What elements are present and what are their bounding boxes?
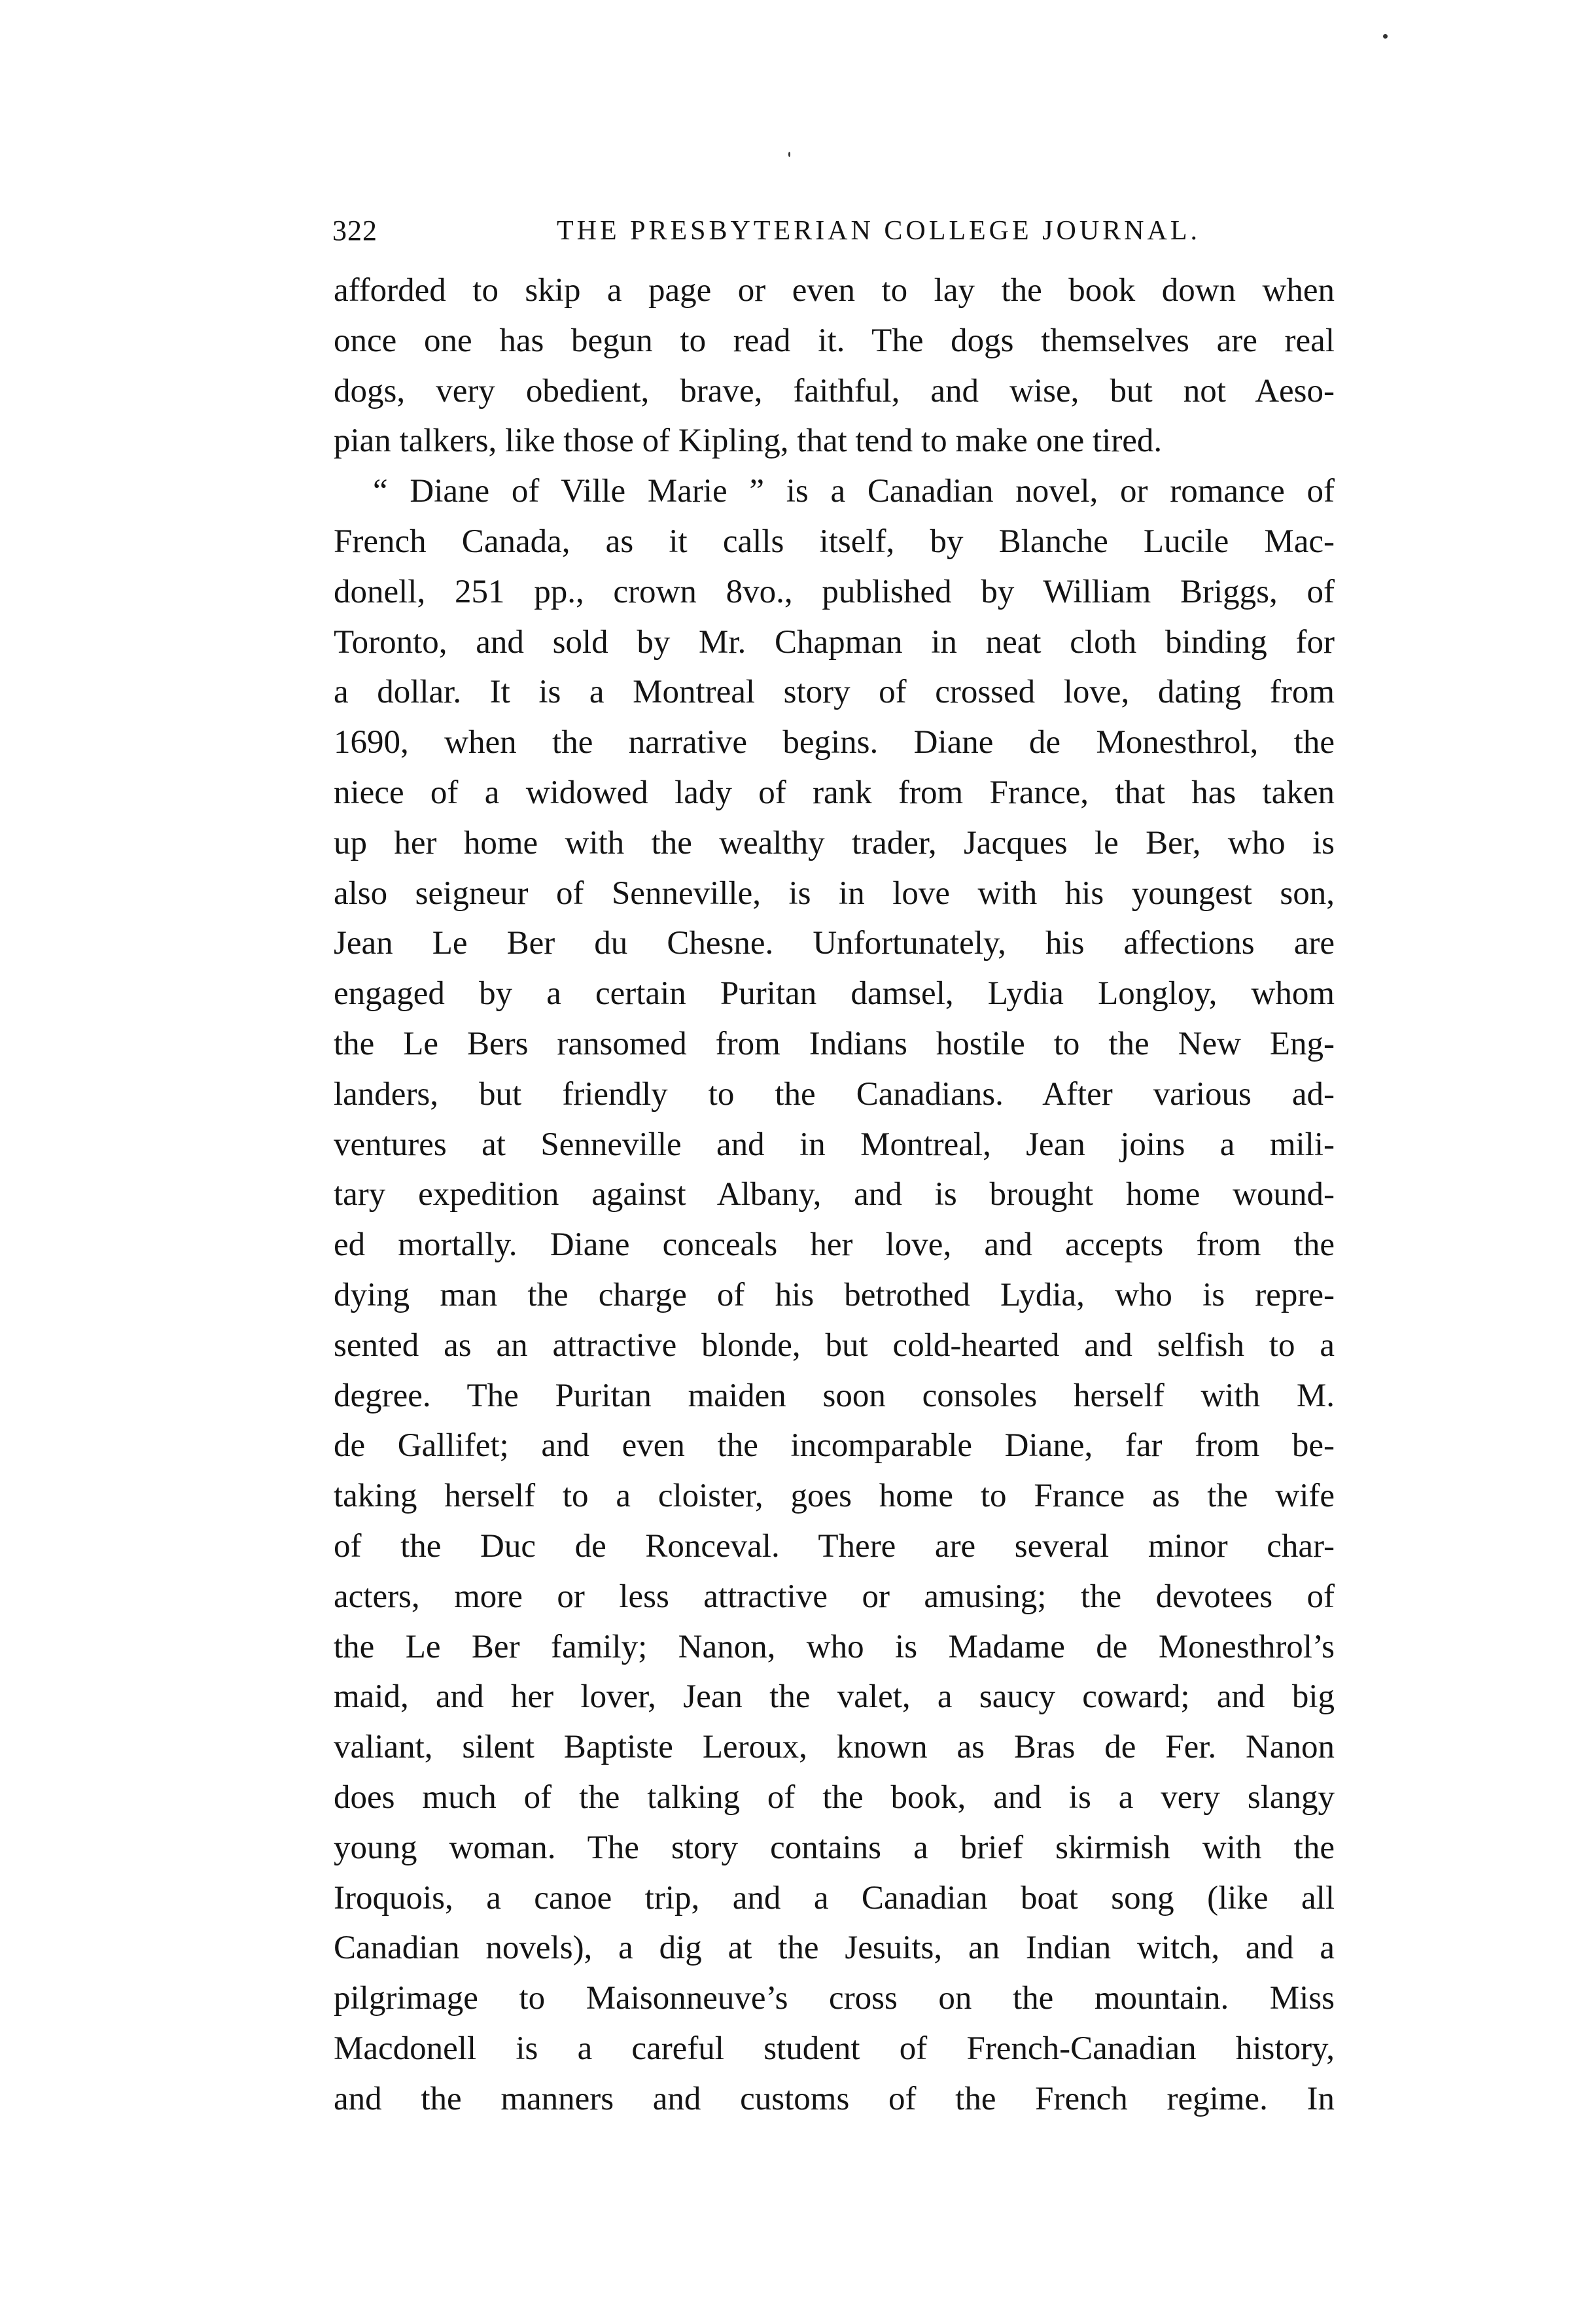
text-line: Iroquois, a canoe trip, and a Canadian boat song (like all: [334, 1879, 1335, 1916]
text-line: sented as an attractive blonde, but cold-hearted and selfish to a: [334, 1327, 1335, 1364]
text-line: ed mortally. Diane conceals her love, and accepts from the: [334, 1226, 1335, 1264]
text-line: young woman. The story contains a brief skirmish with the: [334, 1829, 1335, 1866]
text-line: maid, and her lover, Jean the valet, a saucy coward; and big: [334, 1678, 1335, 1716]
journal-title: THE PRESBYTERIAN COLLEGE JOURNAL.: [557, 216, 1201, 246]
page-number: 322: [332, 215, 377, 247]
text-line: pilgrimage to Maisonneuve’s cross on the mountain. Miss: [334, 1980, 1335, 2017]
text-line: Toronto, and sold by Mr. Chapman in neat cloth binding for: [334, 623, 1335, 661]
text-line: dying man the charge of his betrothed Lydia, who is repre-: [334, 1276, 1335, 1313]
text-line: French Canada, as it calls itself, by Blanche Lucile Mac-: [334, 523, 1335, 560]
text-line: ventures at Senneville and in Montreal, Jean joins a mili-: [334, 1126, 1335, 1163]
text-line: also seigneur of Senneville, is in love with his youngest son,: [334, 875, 1335, 912]
text-line: taking herself to a cloister, goes home to France as the wife: [334, 1478, 1335, 1515]
text-line: a dollar. It is a Montreal story of crossed love, dating from: [334, 674, 1335, 711]
text-line: pian talkers, like those of Kipling, that tend to make one tired.: [334, 423, 1163, 460]
text-line: 1690, when the narrative begins. Diane de Monesthrol, the: [334, 724, 1335, 761]
text-line: Canadian novels), a dig at the Jesuits, an Indian witch, and a: [334, 1930, 1335, 1967]
ink-speck: [1383, 34, 1388, 39]
text-line: dogs, very obedient, brave, faithful, and wise, but not Aeso-: [334, 372, 1335, 409]
text-line: donell, 251 pp., crown 8vo., published by William Briggs, of: [334, 573, 1335, 610]
text-line: acters, more or less attractive or amusing; the devotees of: [334, 1578, 1335, 1615]
running-head: [332, 208, 1333, 254]
text-line: the Le Ber family; Nanon, who is Madame de Monesthrol’s: [334, 1628, 1335, 1665]
text-line: engaged by a certain Puritan damsel, Lydia Longloy, whom: [334, 975, 1335, 1013]
text-line: does much of the talking of the book, and is a very slangy: [334, 1778, 1335, 1816]
text-line: tary expedition against Albany, and is brought home wound-: [334, 1176, 1335, 1213]
text-line: de Gallifet; and even the incomparable Diane, far from be-: [334, 1427, 1335, 1465]
text-line: Jean Le Ber du Chesne. Unfortunately, his affections are: [334, 925, 1335, 962]
text-line: and the manners and customs of the French regime. In: [334, 2080, 1335, 2117]
text-line: of the Duc de Ronceval. There are several minor char-: [334, 1527, 1335, 1565]
text-line: up her home with the wealthy trader, Jacques le Ber, who is: [334, 824, 1335, 861]
text-line: landers, but friendly to the Canadians. After various ad-: [334, 1075, 1335, 1113]
text-line: the Le Bers ransomed from Indians hostile to the New Eng-: [334, 1025, 1335, 1062]
text-line: once one has begun to read it. The dogs themselves are real: [334, 322, 1335, 359]
text-line: niece of a widowed lady of rank from France, that has taken: [334, 774, 1335, 811]
text-line: “ Diane of Ville Marie ” is a Canadian novel, or romance of: [373, 473, 1335, 510]
body-text: [334, 266, 1335, 2124]
ink-speck: [788, 152, 790, 157]
text-line: Macdonell is a careful student of French-Canadian history,: [334, 2030, 1335, 2067]
text-line: valiant, silent Baptiste Leroux, known as Bras de Fer. Nanon: [334, 1729, 1335, 1766]
text-line: afforded to skip a page or even to lay the book down when: [334, 272, 1335, 309]
text-line: degree. The Puritan maiden soon consoles herself with M.: [334, 1377, 1335, 1414]
